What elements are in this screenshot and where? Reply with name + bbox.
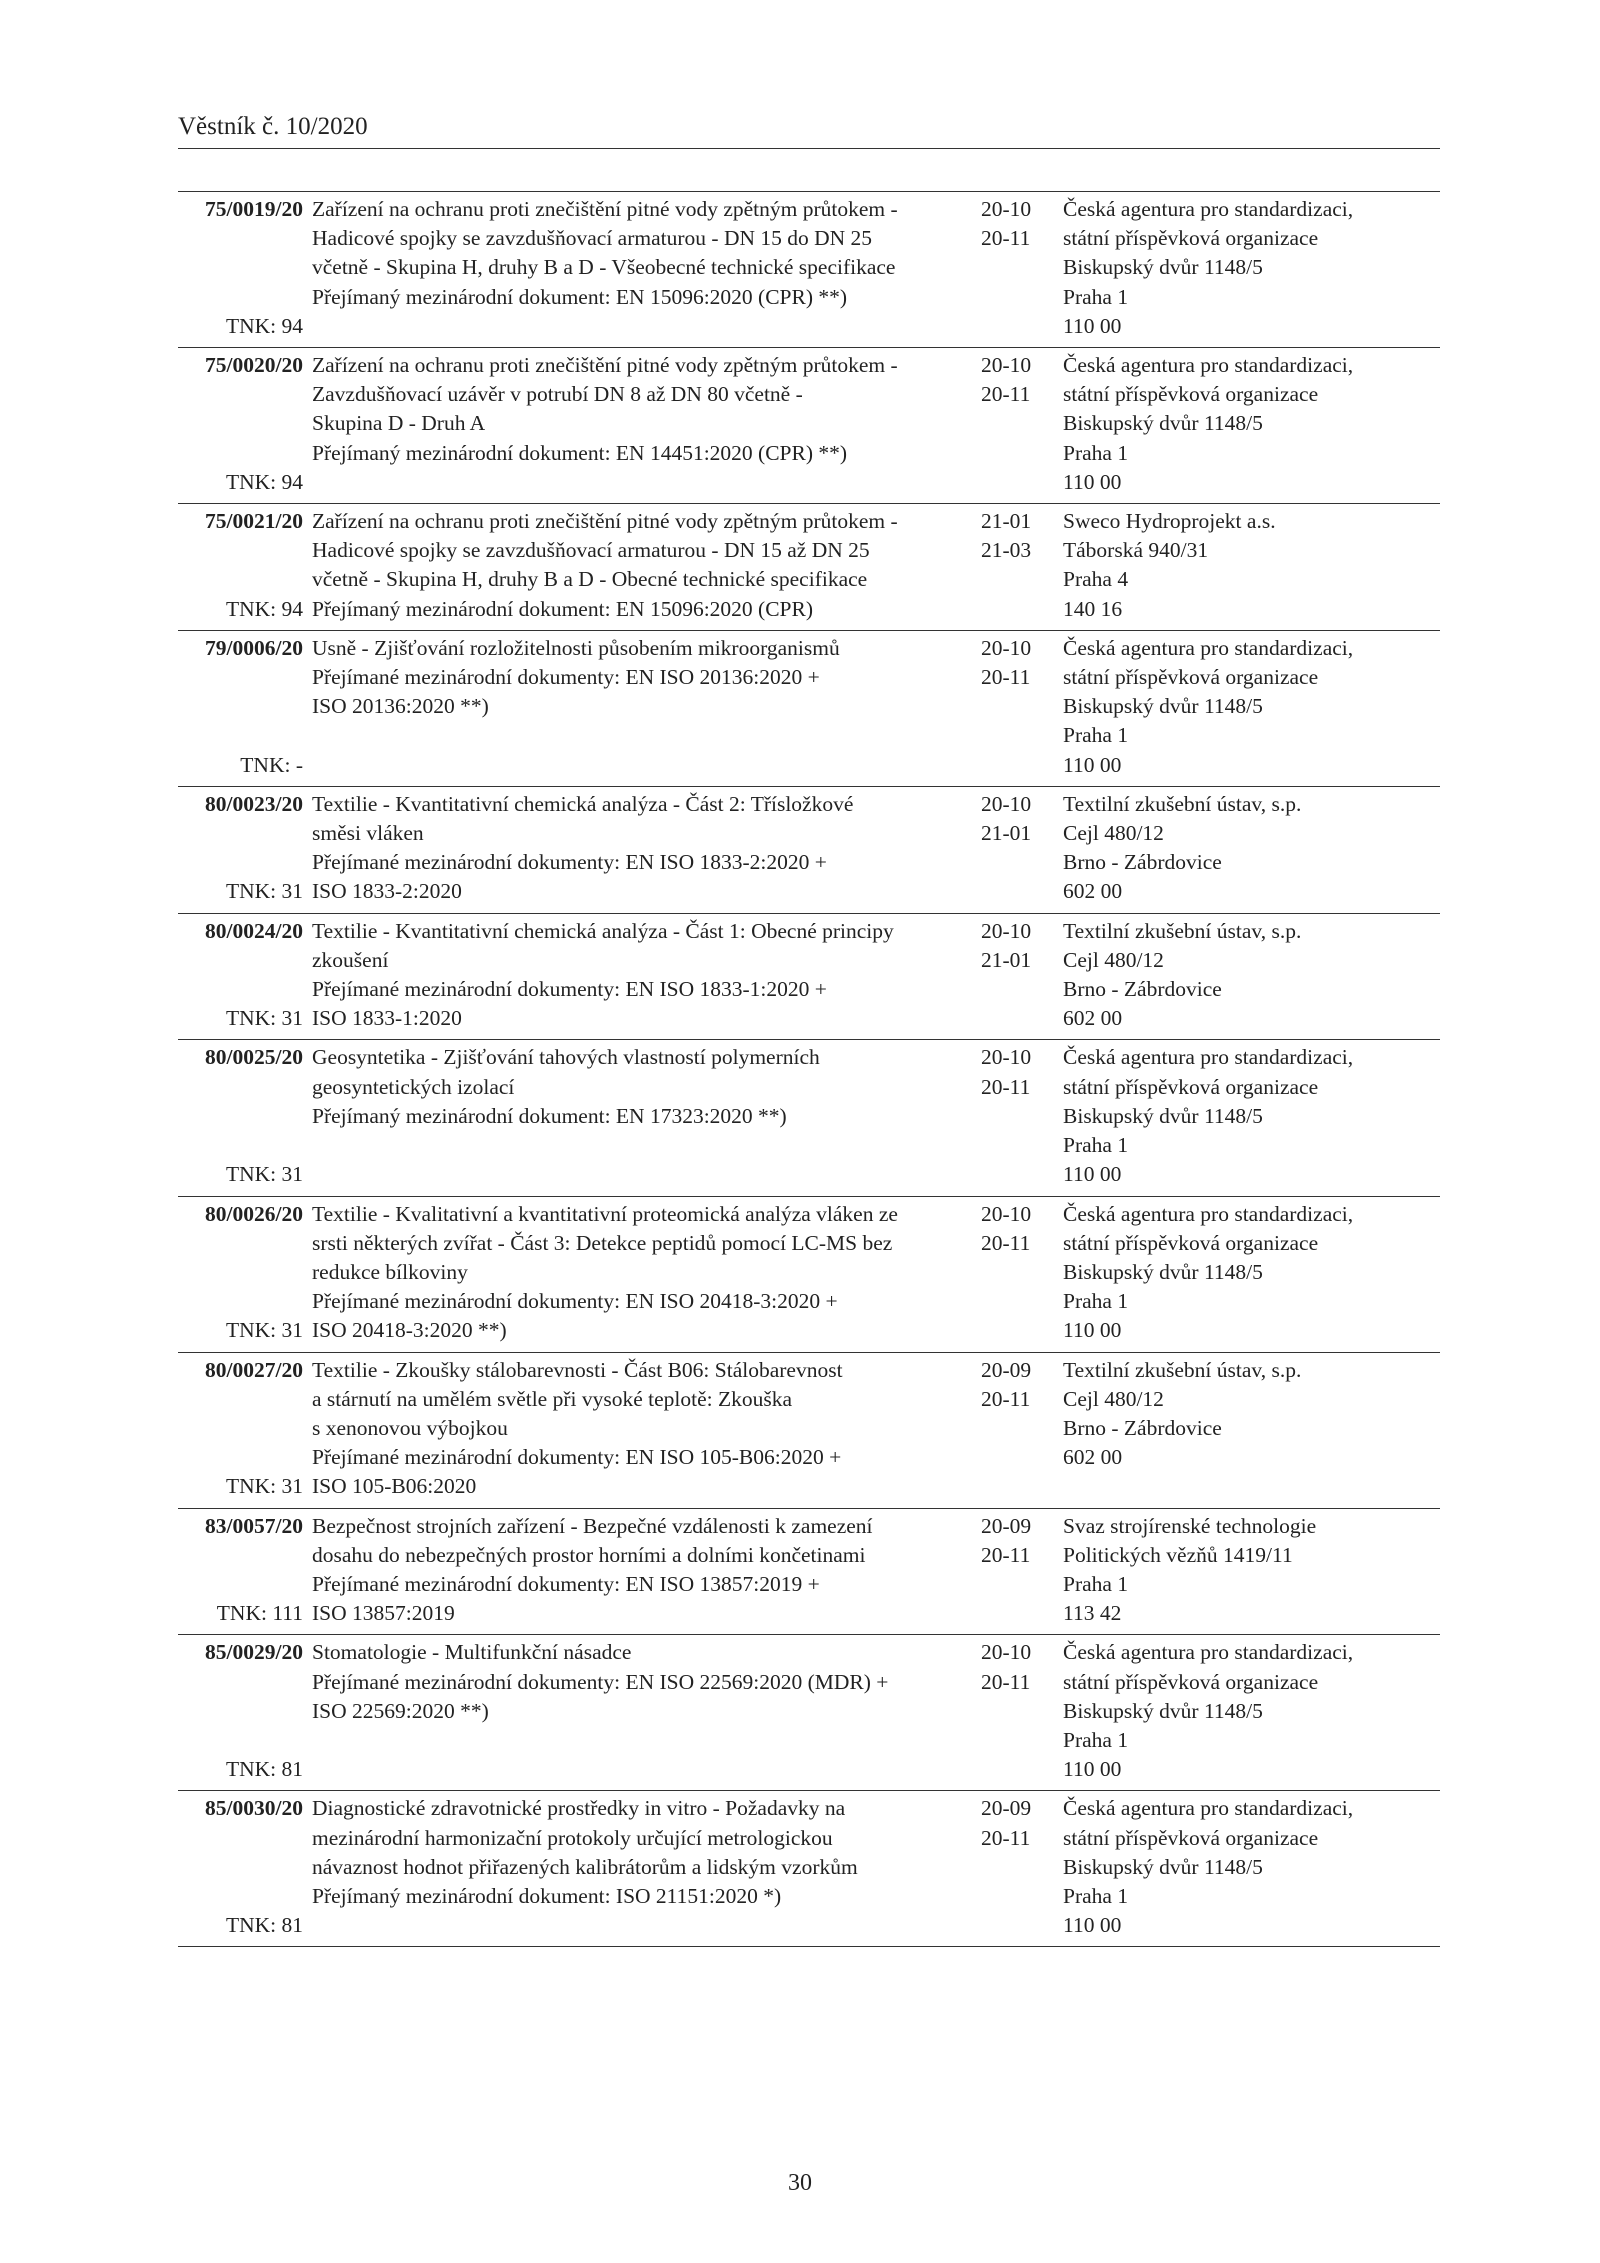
- description-line: Přejímaný mezinárodní dokument: EN 17323:2020 **): [312, 1103, 787, 1128]
- tnk-label: TNK: 31: [225, 1006, 303, 1031]
- description-line: Hadicové spojky se zavzdušňovací armaturou - DN 15 až DN 25: [312, 538, 870, 563]
- standard-id-cell: [178, 1512, 303, 1629]
- description-line: Přejímané mezinárodní dokumenty: EN ISO 20418-3:2020 +: [312, 1289, 838, 1314]
- description-line: geosyntetických izolací: [312, 1074, 515, 1099]
- organization-line: 110 00: [1063, 752, 1122, 777]
- dates-line: 20-10: [981, 353, 1032, 378]
- organization-line: státní příspěvková organizace: [1063, 1230, 1319, 1255]
- organization-line: státní příspěvková organizace: [1063, 382, 1319, 407]
- dates-line: 20-11: [981, 226, 1031, 251]
- standard-id-cell: [178, 1356, 303, 1502]
- dates-line: 20-10: [981, 791, 1032, 816]
- description-line: Hadicové spojky se zavzdušňovací armaturou - DN 15 do DN 25: [312, 226, 873, 251]
- description-line: Přejímané mezinárodní dokumenty: EN ISO 20136:2020 +: [312, 665, 820, 690]
- dates-cell: [969, 917, 1053, 1034]
- description-line: Textilie - Kvantitativní chemická analýza - Část 1: Obecné principy: [312, 918, 894, 943]
- description-line: Zařízení na ochranu proti znečištění pitné vody zpětným průtokem -: [312, 353, 898, 378]
- standard-number: 80/0027/20: [205, 1357, 303, 1382]
- dates-line: 20-10: [981, 1640, 1032, 1665]
- page-number: 30: [788, 2170, 812, 2196]
- standard-id-cell: [178, 1794, 303, 1940]
- description-line: Přejímané mezinárodní dokumenty: EN ISO 13857:2019 +: [312, 1571, 820, 1596]
- organization-line: Biskupský dvůr 1148/5: [1063, 411, 1263, 436]
- standard-id-cell: [178, 634, 303, 780]
- page-header: [178, 112, 1440, 149]
- table-row: [178, 504, 1440, 631]
- dates-line: 20-11: [981, 1669, 1031, 1694]
- organization-line: Táborská 940/31: [1063, 538, 1209, 563]
- standard-number: 85/0030/20: [205, 1796, 303, 1821]
- organization-cell: [1053, 917, 1440, 1034]
- organization-line: Politických vězňů 1419/11: [1063, 1542, 1293, 1567]
- tnk-label: TNK: 31: [225, 1474, 303, 1499]
- organization-line: 110 00: [1063, 313, 1122, 338]
- description-line: Zavzdušňovací uzávěr v potrubí DN 8 až DN 80 včetně -: [312, 382, 803, 407]
- description-cell: [303, 1200, 969, 1346]
- standard-number: 80/0025/20: [205, 1045, 303, 1070]
- description-line: a stárnutí na umělém světle při vysoké teplotě: Zkouška: [312, 1386, 793, 1411]
- description-line: Stomatologie - Multifunkční násadce: [312, 1640, 632, 1665]
- description-line: Zařízení na ochranu proti znečištění pitné vody zpětným průtokem -: [312, 197, 898, 221]
- dates-cell: [969, 634, 1053, 780]
- dates-cell: [969, 1512, 1053, 1629]
- dates-line: 20-09: [981, 1796, 1032, 1821]
- dates-cell: [969, 351, 1053, 497]
- description-line: včetně - Skupina H, druhy B a D - Obecné technické specifikace: [312, 567, 868, 592]
- description-cell: [303, 790, 969, 907]
- description-line: Diagnostické zdravotnické prostředky in vitro - Požadavky na: [312, 1796, 846, 1821]
- dates-cell: [969, 1200, 1053, 1346]
- organization-line: Praha 1: [1063, 1289, 1129, 1314]
- table-row: [178, 348, 1440, 504]
- organization-line: 140 16: [1063, 596, 1123, 621]
- organization-line: státní příspěvková organizace: [1063, 226, 1319, 251]
- description-line: Textilie - Zkoušky stálobarevnosti - Část B06: Stálobarevnost: [312, 1357, 843, 1382]
- standard-number: 75/0021/20: [205, 509, 303, 534]
- description-line: návaznost hodnot přiřazených kalibrátorům a lidským vzorkům: [312, 1854, 858, 1879]
- dates-line: 21-01: [981, 509, 1032, 534]
- description-line: Přejímané mezinárodní dokumenty: EN ISO 1833-1:2020 +: [312, 977, 827, 1002]
- standard-number: 80/0024/20: [205, 918, 303, 943]
- description-line: Přejímané mezinárodní dokumenty: EN ISO 105-B06:2020 +: [312, 1445, 842, 1470]
- dates-line: 20-10: [981, 918, 1032, 943]
- organization-cell: [1053, 634, 1440, 780]
- standard-id-cell: [178, 1200, 303, 1346]
- dates-cell: [969, 507, 1053, 624]
- organization-cell: [1053, 1043, 1440, 1189]
- organization-line: Cejl 480/12: [1063, 947, 1164, 972]
- organization-line: Praha 1: [1063, 1883, 1129, 1908]
- description-line: Textilie - Kvantitativní chemická analýza - Část 2: Třísložkové: [312, 791, 854, 816]
- organization-line: Praha 1: [1063, 1133, 1129, 1158]
- description-line: Zařízení na ochranu proti znečištění pitné vody zpětným průtokem -: [312, 509, 898, 534]
- dates-line: 21-03: [981, 538, 1032, 563]
- description-line: ISO 105-B06:2020: [312, 1474, 477, 1499]
- organization-line: Česká agentura pro standardizaci,: [1063, 1201, 1354, 1226]
- organization-line: Brno - Zábrdovice: [1063, 1415, 1222, 1440]
- dates-line: 20-10: [981, 1201, 1032, 1226]
- description-line: včetně - Skupina H, druhy B a D - Všeobecné technické specifikace: [312, 255, 896, 280]
- description-line: zkoušení: [312, 947, 389, 972]
- standard-number: 80/0023/20: [205, 791, 303, 816]
- organization-line: Svaz strojírenské technologie: [1063, 1513, 1317, 1538]
- organization-cell: [1053, 1794, 1440, 1940]
- description-line: Bezpečnost strojních zařízení - Bezpečné vzdálenosti k zamezení: [312, 1513, 873, 1538]
- organization-line: 113 42: [1063, 1601, 1122, 1626]
- tnk-label: TNK: 31: [225, 1318, 303, 1343]
- organization-line: 110 00: [1063, 1913, 1122, 1938]
- dates-line: 20-11: [981, 1386, 1031, 1411]
- organization-line: Sweco Hydroprojekt a.s.: [1063, 509, 1276, 534]
- dates-line: 20-10: [981, 197, 1032, 221]
- description-line: Přejímané mezinárodní dokumenty: EN ISO 22569:2020 (MDR) +: [312, 1669, 889, 1694]
- table-row: [178, 787, 1440, 914]
- organization-line: 110 00: [1063, 1757, 1122, 1782]
- description-cell: [303, 1043, 969, 1189]
- standard-number: 75/0020/20: [205, 353, 303, 378]
- tnk-label: TNK: 94: [225, 313, 303, 338]
- dates-cell: [969, 195, 1053, 341]
- description-line: redukce bílkoviny: [312, 1259, 468, 1284]
- description-cell: [303, 1638, 969, 1784]
- tnk-label: TNK: 111: [216, 1601, 303, 1626]
- description-line: srsti některých zvířat - Část 3: Detekce peptidů pomocí LC-MS bez: [312, 1230, 893, 1255]
- dates-cell: [969, 1356, 1053, 1502]
- organization-line: 602 00: [1063, 1006, 1123, 1031]
- standard-id-cell: [178, 1638, 303, 1784]
- description-line: ISO 13857:2019: [312, 1601, 455, 1626]
- description-line: ISO 1833-1:2020: [312, 1006, 462, 1031]
- organization-line: Praha 1: [1063, 723, 1129, 748]
- description-cell: [303, 634, 969, 780]
- description-line: Přejímaný mezinárodní dokument: EN 15096:2020 (CPR): [312, 596, 814, 621]
- journal-title: Věstník č. 10/2020: [178, 113, 368, 140]
- standard-number: 83/0057/20: [205, 1513, 303, 1538]
- organization-line: 110 00: [1063, 1318, 1122, 1343]
- organization-line: 602 00: [1063, 879, 1123, 904]
- standard-id-cell: [178, 507, 303, 624]
- organization-line: Textilní zkušební ústav, s.p.: [1063, 918, 1302, 943]
- organization-line: Cejl 480/12: [1063, 821, 1164, 846]
- organization-line: Cejl 480/12: [1063, 1386, 1164, 1411]
- organization-line: státní příspěvková organizace: [1063, 1074, 1319, 1099]
- organization-cell: [1053, 1638, 1440, 1784]
- organization-cell: [1053, 790, 1440, 907]
- organization-line: 602 00: [1063, 1445, 1123, 1470]
- organization-line: Praha 1: [1063, 1727, 1129, 1752]
- organization-line: Biskupský dvůr 1148/5: [1063, 255, 1263, 280]
- organization-line: 110 00: [1063, 469, 1122, 494]
- standard-number: 75/0019/20: [205, 197, 303, 221]
- dates-line: 21-01: [981, 821, 1032, 846]
- standards-table: [178, 191, 1440, 1947]
- description-cell: [303, 917, 969, 1034]
- description-line: Usně - Zjišťování rozložitelnosti působením mikroorganismů: [312, 635, 840, 660]
- organization-line: Textilní zkušební ústav, s.p.: [1063, 791, 1302, 816]
- tnk-label: TNK: 94: [225, 596, 303, 621]
- organization-line: Praha 1: [1063, 1571, 1129, 1596]
- dates-cell: [969, 1043, 1053, 1189]
- organization-line: Praha 1: [1063, 284, 1129, 309]
- dates-line: 20-10: [981, 635, 1032, 660]
- dates-line: 20-10: [981, 1045, 1032, 1070]
- table-row: [178, 1509, 1440, 1636]
- description-cell: [303, 1356, 969, 1502]
- table-row: [178, 1353, 1440, 1509]
- description-line: ISO 20418-3:2020 **): [312, 1318, 507, 1343]
- tnk-label: TNK: -: [240, 752, 303, 777]
- organization-line: Česká agentura pro standardizaci,: [1063, 353, 1354, 378]
- organization-line: Textilní zkušební ústav, s.p.: [1063, 1357, 1302, 1382]
- dates-line: 20-11: [981, 1542, 1031, 1567]
- organization-line: 110 00: [1063, 1162, 1122, 1187]
- dates-line: 20-11: [981, 1074, 1031, 1099]
- description-line: Přejímaný mezinárodní dokument: EN 15096:2020 (CPR) **): [312, 284, 848, 309]
- organization-line: Česká agentura pro standardizaci,: [1063, 1045, 1354, 1070]
- tnk-label: TNK: 81: [225, 1757, 303, 1782]
- description-line: Přejímané mezinárodní dokumenty: EN ISO 1833-2:2020 +: [312, 850, 827, 875]
- dates-cell: [969, 1638, 1053, 1784]
- standard-id-cell: [178, 1043, 303, 1189]
- organization-cell: [1053, 1356, 1440, 1502]
- description-line: dosahu do nebezpečných prostor horními a dolními končetinami: [312, 1542, 866, 1567]
- organization-line: Praha 1: [1063, 440, 1129, 465]
- standard-id-cell: [178, 917, 303, 1034]
- table-row: [178, 192, 1440, 348]
- description-line: ISO 1833-2:2020: [312, 879, 462, 904]
- description-cell: [303, 507, 969, 624]
- dates-line: 21-01: [981, 947, 1032, 972]
- dates-line: 20-09: [981, 1357, 1032, 1382]
- description-line: Přejímaný mezinárodní dokument: ISO 21151:2020 *): [312, 1883, 782, 1908]
- tnk-label: TNK: 31: [225, 879, 303, 904]
- organization-line: státní příspěvková organizace: [1063, 1825, 1319, 1850]
- description-line: Skupina D - Druh A: [312, 411, 486, 436]
- organization-line: Brno - Zábrdovice: [1063, 977, 1222, 1002]
- standard-number: 80/0026/20: [205, 1201, 303, 1226]
- organization-cell: [1053, 195, 1440, 341]
- organization-line: Česká agentura pro standardizaci,: [1063, 1640, 1354, 1665]
- organization-line: Česká agentura pro standardizaci,: [1063, 635, 1354, 660]
- table-row: [178, 914, 1440, 1041]
- standard-number: 85/0029/20: [205, 1640, 303, 1665]
- description-line: směsi vláken: [312, 821, 424, 846]
- standard-id-cell: [178, 195, 303, 341]
- dates-line: 20-11: [981, 665, 1031, 690]
- dates-cell: [969, 790, 1053, 907]
- standard-number: 79/0006/20: [205, 635, 303, 660]
- table-row: [178, 1791, 1440, 1947]
- organization-line: Česká agentura pro standardizaci,: [1063, 197, 1354, 221]
- dates-cell: [969, 1794, 1053, 1940]
- description-line: ISO 22569:2020 **): [312, 1698, 489, 1723]
- organization-line: Biskupský dvůr 1148/5: [1063, 1854, 1263, 1879]
- description-line: s xenonovou výbojkou: [312, 1415, 508, 1440]
- organization-line: státní příspěvková organizace: [1063, 665, 1319, 690]
- organization-line: Biskupský dvůr 1148/5: [1063, 1259, 1263, 1284]
- table-row: [178, 1197, 1440, 1353]
- description-cell: [303, 195, 969, 341]
- organization-cell: [1053, 507, 1440, 624]
- organization-cell: [1053, 1512, 1440, 1629]
- table-row: [178, 1635, 1440, 1791]
- tnk-label: TNK: 81: [225, 1913, 303, 1938]
- description-cell: [303, 1794, 969, 1940]
- tnk-label: TNK: 94: [225, 469, 303, 494]
- standard-id-cell: [178, 351, 303, 497]
- organization-cell: [1053, 1200, 1440, 1346]
- description-line: Přejímaný mezinárodní dokument: EN 14451:2020 (CPR) **): [312, 440, 848, 465]
- dates-line: 20-09: [981, 1513, 1032, 1538]
- tnk-label: TNK: 31: [225, 1162, 303, 1187]
- table-row: [178, 1040, 1440, 1196]
- description-cell: [303, 351, 969, 497]
- description-line: mezinárodní harmonizační protokoly určující metrologickou: [312, 1825, 833, 1850]
- organization-line: Biskupský dvůr 1148/5: [1063, 1103, 1263, 1128]
- dates-line: 20-11: [981, 1825, 1031, 1850]
- dates-line: 20-11: [981, 382, 1031, 407]
- table-row: [178, 631, 1440, 787]
- organization-line: Brno - Zábrdovice: [1063, 850, 1222, 875]
- description-line: Textilie - Kvalitativní a kvantitativní proteomická analýza vláken ze: [312, 1201, 898, 1226]
- dates-line: 20-11: [981, 1230, 1031, 1255]
- organization-line: státní příspěvková organizace: [1063, 1669, 1319, 1694]
- description-cell: [303, 1512, 969, 1629]
- organization-line: Biskupský dvůr 1148/5: [1063, 1698, 1263, 1723]
- organization-line: Česká agentura pro standardizaci,: [1063, 1796, 1354, 1821]
- organization-line: Biskupský dvůr 1148/5: [1063, 694, 1263, 719]
- description-line: Geosyntetika - Zjišťování tahových vlastností polymerních: [312, 1045, 820, 1070]
- organization-line: Praha 4: [1063, 567, 1129, 592]
- standard-id-cell: [178, 790, 303, 907]
- organization-cell: [1053, 351, 1440, 497]
- description-line: ISO 20136:2020 **): [312, 694, 489, 719]
